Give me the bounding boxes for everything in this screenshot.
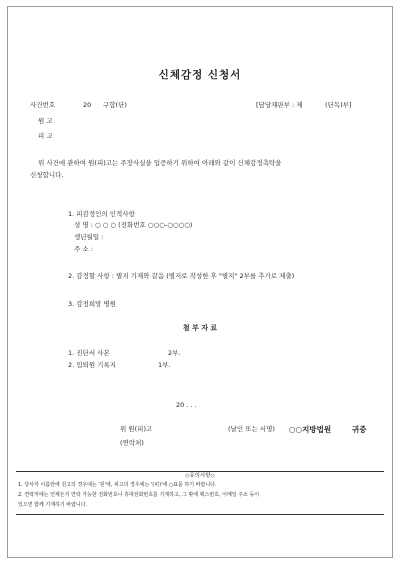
document-title: 신체감정 신청서 [158,69,242,81]
attachment-2-count: 1부. [158,361,171,369]
note-line-1: 1. 당사자 이름란에 원고의 경우에는 '원'에, 피고의 경우에는 '(피)'에 ○표를 하기 바랍니다. [18,482,217,488]
plaintiff-label: 원 고 [38,117,53,125]
intro-line-1: 위 사건에 관하여 원(피)고는 주장사실을 입증하기 위하여 아래와 같이 신체감정촉탁을 [38,159,282,167]
subject-name: 성 명 : ○ ○ ○ (전화번호 ○○○-○○○○) [74,221,193,229]
attachment-2: 2. 입퇴원 기록지 [68,361,117,369]
intro-line-2: 신청합니다. [30,171,64,179]
attachments-heading: 첨 부 자 료 [182,324,218,332]
panel-label: [담당재판부 : 제 [256,101,303,109]
attachment-1-count: 2부. [168,349,181,357]
panel-suffix: (단독)부] [325,101,352,109]
note-line-2: 2. 연락처에는 언제든지 연락 가능한 전화번호나 휴대전화번호를 기재하고, 그 밖에 팩스번호, 이메일 주소 등이 [18,492,260,498]
notes-heading: ◇유의사항◇ [185,473,215,479]
section-3-hospital: 3. 감정희망 병원 [68,300,117,308]
case-number-label: 사건번호 [30,101,56,109]
defendant-label: 피 고 [38,132,53,140]
section-1-heading: 1. 피감정인의 인적사항 [68,210,135,218]
subject-birth: 생년월일 : [74,233,104,241]
case-year: 20 [83,101,92,109]
date-line: 20 . . . [176,401,197,409]
note-line-3: 있으면 함께 기재하기 바랍니다. [18,502,88,508]
case-type: 구합(단) [103,101,127,109]
subject-address: 주 소 : [74,245,93,253]
contact-label: (연락처) [120,439,144,447]
notes-box [16,471,384,515]
attachment-1: 1. 진단서 사본 [68,349,110,357]
applicant-label: 위 원(피)고 [120,425,153,433]
application-form [7,6,393,558]
court-name: ○○지방법원 [289,425,332,434]
court-suffix: 귀중 [352,425,367,434]
section-2-items: 2. 감정할 사항 : 별지 기재와 같음 (별지로 작성한 후 "별지" 2부를 추가로 제출) [68,272,295,280]
seal-label: (날인 또는 서명) [228,425,275,433]
